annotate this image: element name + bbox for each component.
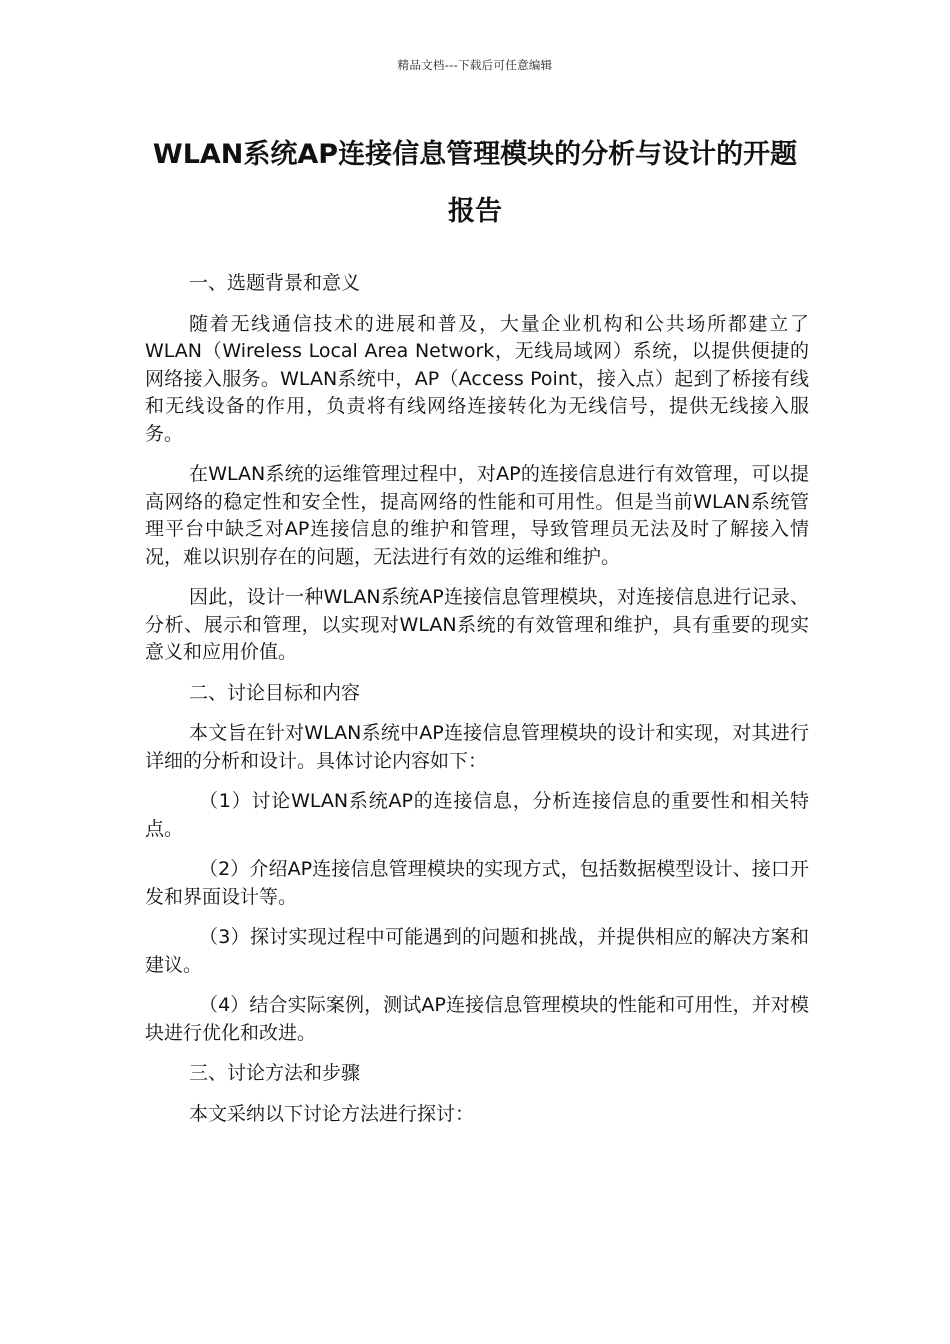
paragraph-methods-intro: 本文采纳以下讨论方法进行探讨： — [189, 1102, 475, 1125]
paragraph-background-2: 在WLAN系统的运维管理过程中，对AP的连接信息进行有效管理，可以提高网络的稳定性和安全性，提高网络的性能和可用性。但是当前WLAN系统管理平台中缺乏对AP连接信息的维护和管理，导致管理员无法及时了解接入情况，难以识别存在的问题，无法进行有效的运维和维护。 — [145, 463, 809, 568]
document-body — [145, 270, 809, 1141]
paragraph-background-3: 因此，设计一种WLAN系统AP连接信息管理模块，对连接信息进行记录、分析、展示和管理，以实现对WLAN系统的有效管理和维护，具有重要的现实意义和应用价值。 — [145, 586, 809, 663]
paragraph-goals-intro: 本文旨在针对WLAN系统中AP连接信息管理模块的设计和实现，对其进行详细的分析和设计。具体讨论内容如下： — [145, 722, 809, 772]
section-heading-2: 二、讨论目标和内容 — [189, 681, 361, 704]
list-item-3: （3）探讨实现过程中可能遇到的问题和挑战，并提供相应的解决方案和建议。 — [145, 926, 809, 976]
document-title: WLAN系统AP连接信息管理模块的分析与设计的开题报告 — [152, 139, 798, 227]
section-heading-1: 一、选题背景和意义 — [189, 272, 361, 294]
paragraph-background-1: 随着无线通信技术的进展和普及，大量企业机构和公共场所都建立了WLAN（Wireless Local Area Network，无线局域网）系统，以提供便捷的网络接入服务。WLAN系统中，AP（Access Point，接入点）起到了桥接有线和无线设备的作用，负责将有线网络连接转化为无线信号，提供无线接入服务。 — [145, 312, 809, 445]
section-heading-3: 三、讨论方法和步骤 — [189, 1062, 361, 1084]
list-item-4: （4）结合实际案例，测试AP连接信息管理模块的性能和可用性，并对模块进行优化和改进。 — [145, 994, 809, 1044]
list-item-2: （2）介绍AP连接信息管理模块的实现方式，包括数据模型设计、接口开发和界面设计等。 — [145, 858, 809, 908]
header-note: 精品文档---下载后可任意编辑 — [397, 58, 553, 72]
list-item-1: （1）讨论WLAN系统AP的连接信息，分析连接信息的重要性和相关特点。 — [145, 790, 809, 840]
